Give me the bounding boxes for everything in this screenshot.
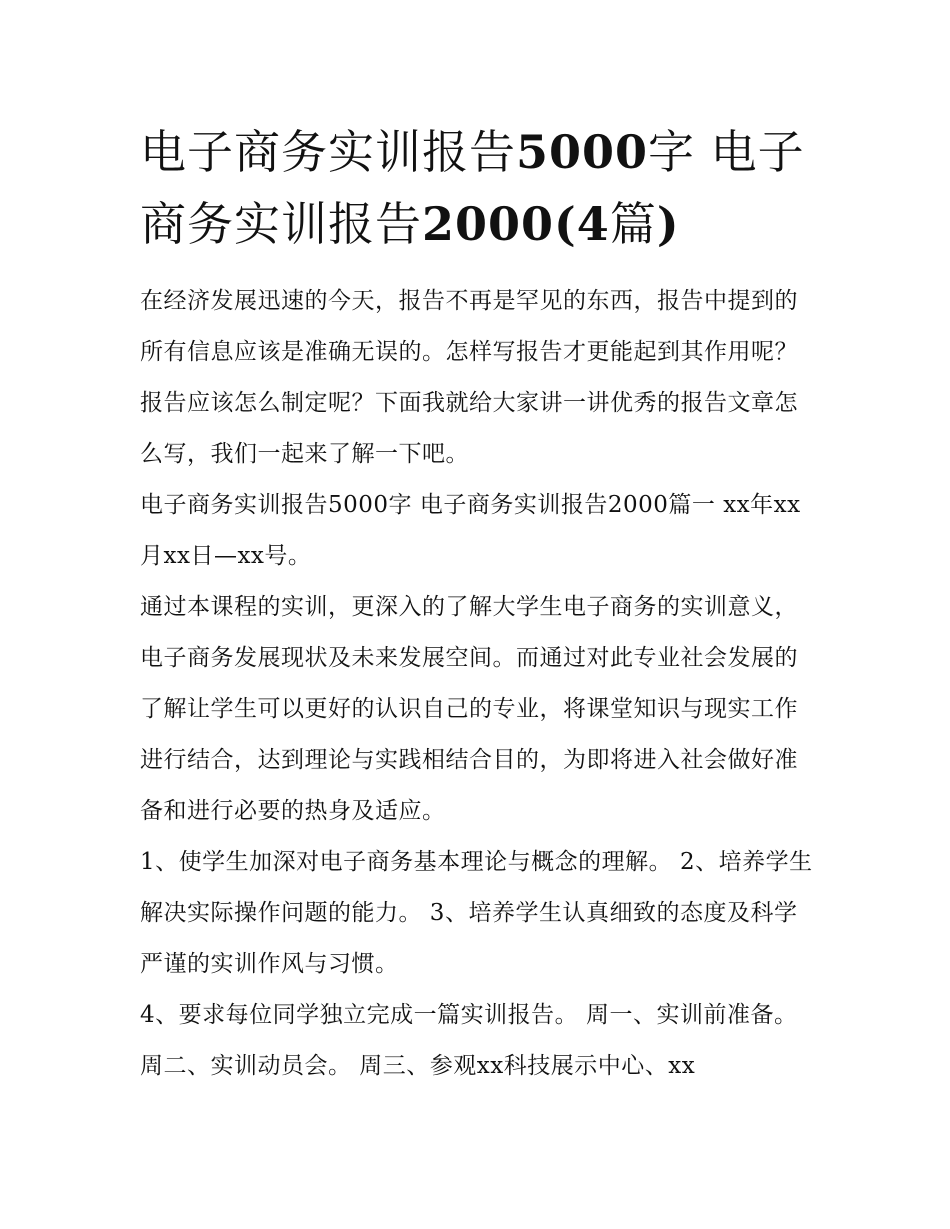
paragraph-date: 电子商务实训报告5000字 电子商务实训报告2000篇一 xx年xx月xx日—xx号。: [140, 492, 801, 569]
document-title: 电子商务实训报告5000字 电子商务实训报告2000(4篇): [140, 125, 805, 251]
paragraph-goals: 1、使学生加深对电子商务基本理论与概念的理解。 2、培养学生解决实际操作问题的能力。 3、培养学生认真细致的态度及科学严谨的实训作风与习惯。: [140, 849, 813, 977]
paragraph-purpose: 通过本课程的实训，更深入的了解大学生电子商务的实训意义，电子商务发展现状及未来发展空间。而通过对此专业社会发展的了解让学生可以更好的认识自己的专业，将课堂知识与现实工作进行结合，达到理论与实践相结合目的，为即将进入社会做好准备和进行必要的热身及适应。: [140, 594, 798, 824]
document-body: [140, 276, 816, 1092]
paragraph-intro: 在经济发展迅速的今天，报告不再是罕见的东西，报告中提到的所有信息应该是准确无误的。怎样写报告才更能起到其作用呢？报告应该怎么制定呢？下面我就给大家讲一讲优秀的报告文章怎么写，我们一起来了解一下吧。: [140, 288, 798, 467]
paragraph-schedule: 4、要求每位同学独立完成一篇实训报告。 周一、实训前准备。 周二、实训动员会。 周三、参观xx科技展示中心、xx: [140, 1002, 798, 1079]
